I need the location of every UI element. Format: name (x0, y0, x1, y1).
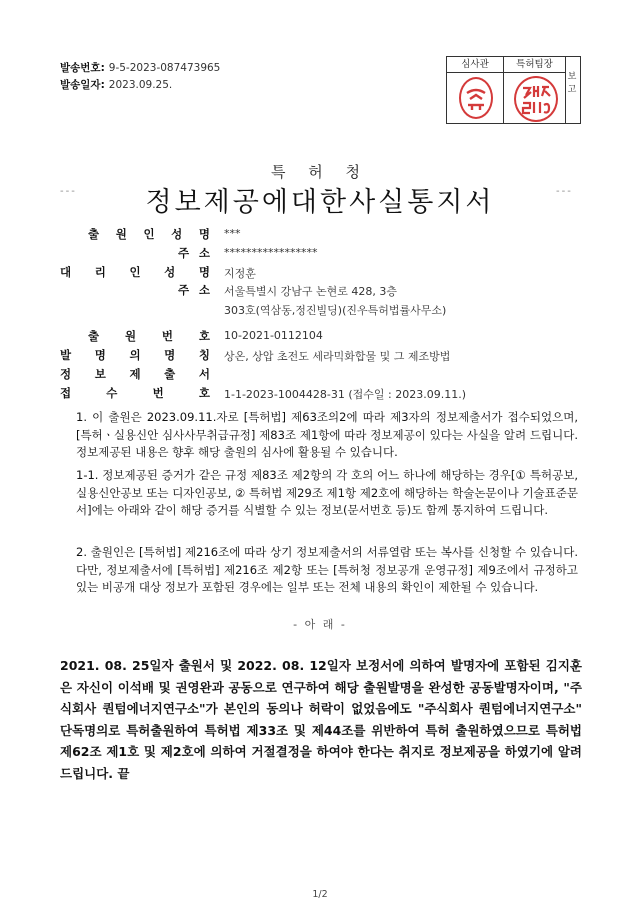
team-lead-column (504, 57, 565, 123)
field-label-char: 칭 (198, 348, 210, 362)
paragraph-1: 1. 이 출원은 2023.09.11.자로 [특허법] 제63조의2에 따라 제3자의 정보제출서가 접수되었으며, [특허ㆍ실용신안 심사사무취급규정] 제83조 제1항에 따라 정보제공이 있다는 사실을 알려 드립니다. 정보제공된 내용은 향후 해당 출원의 심사에 활용될 수 있습니다. (76, 410, 578, 459)
send-date-line (60, 77, 172, 92)
send-date-value: 2023.09.25. (108, 79, 173, 91)
field-value: 지정훈 (224, 267, 256, 280)
send-number-label: 발송번호: (60, 62, 105, 74)
field-label-char: 번 (152, 386, 164, 400)
field-label-char: 소 (198, 283, 210, 297)
field-label-char: 인 (143, 227, 155, 241)
paragraph-2: 2. 출원인은 [특허법] 제216조에 따라 상기 정보제출서의 서류열람 또는 복사를 신청할 수 있습니다. 다만, 정보제출서에 [특허법] 제216조 제2항 또는 [특허청 정보공개 운영규정] 제9조에서 규정하고 있는 비공개 대상 정보가 포함된 경우에는 일부 또는 전체 내용의 확인이 제한될 수 있습니다. (76, 545, 578, 594)
field-label-char: 주 (178, 246, 190, 260)
field-label-char: 출 (164, 367, 176, 381)
field-label-char: 성 (164, 265, 176, 279)
field-label-char: 인 (129, 265, 141, 279)
examiner-seal-mark (461, 79, 491, 117)
field-label-char: 접 (60, 386, 72, 400)
field-value: 10-2021-0112104 (224, 329, 323, 342)
field-label-char: 성 (171, 227, 183, 241)
field-label-char: 원 (124, 329, 137, 343)
field-label-char: 소 (198, 246, 210, 260)
examiner-label: 심사관 (447, 57, 503, 73)
field-value: 1-1-2023-1004428-31 (접수일 : 2023.09.11.) (224, 388, 466, 401)
field-value: *** (224, 227, 241, 240)
field-label-char: 주 (178, 283, 190, 297)
field-label-char: 제 (129, 367, 141, 381)
field-label (88, 328, 210, 344)
field-value: 303호(역삼동,정진빌딩)(진우특허법률사무소) (224, 304, 447, 317)
field-label (60, 264, 210, 280)
field-value: 서울특별시 강남구 논현로 428, 3층 (224, 285, 397, 298)
field-label-char: 호 (198, 329, 210, 343)
send-number-line (60, 60, 220, 75)
page-number: 1/2 (312, 889, 328, 900)
field-label-char: 대 (60, 265, 72, 279)
paragraph-1-1: 1-1. 정보제공된 증거가 같은 규정 제83조 제2항의 각 호의 어느 하나에 해당하는 경우[① 특허공보, 실용신안공보 또는 디자인공보, ② 특허법 제29조 제1항 제2호에 해당하는 학술논문이나 기술표준문서]에는 아래와 같이 해당 증거를 식별할 수 있는 정보(문서번호 등)도 함께 통지하여 드립니다. (76, 468, 578, 517)
field-label-char: 수 (106, 386, 118, 400)
field-label-char: 출 (88, 227, 100, 241)
right-dashes: --- (556, 186, 573, 197)
field-label (60, 385, 210, 401)
field-label-char: 호 (198, 386, 210, 400)
report-label-box (564, 56, 581, 124)
left-dashes: --- (60, 186, 77, 197)
field-label-char: 출 (88, 329, 100, 343)
team-lead-seal-mark (516, 78, 556, 120)
field-label-char: 발 (60, 348, 72, 362)
field-label-char: 리 (94, 265, 106, 279)
field-label-char: 명 (94, 348, 106, 362)
report-label: 보고 (567, 72, 577, 95)
send-number-value: 9-5-2023-087473965 (108, 62, 221, 74)
field-label-char: 번 (161, 329, 174, 343)
team-lead-label: 특허팀장 (504, 57, 565, 73)
document-title: 정보제공에대한사실통지서 (145, 187, 495, 218)
field-label-char: 명 (198, 265, 210, 279)
field-value: ***************** (224, 246, 318, 259)
field-label-char: 정 (60, 367, 72, 381)
field-label (178, 245, 210, 261)
approval-stamp-box (446, 56, 566, 124)
provided-information-body: 2021. 08. 25일자 출원서 및 2022. 08. 12일자 보정서에 의하여 발명자에 포함된 김지훈은 자신이 이석배 및 권영완과 공동으로 연구하여 해당 출원발명을 완성한 공동발명자이며, "주식회사 퀀텀에너지연구소"가 본인의 동의나 허락이 없었음에도 "주식회사 퀀텀에너지연구소" 단독명의로 특허출원하여 특허법 제33조 및 제44조를 위반하여 특허 출원하였으므로 특허법 제62조 제1호 및 제2호에 의하여 거절결정을 하여야 한다는 취지로 정보제공을 하였기에 알려드립니다. 끝 (60, 658, 582, 781)
agency-name: 특 허 청 (270, 163, 369, 181)
field-label-char: 명 (164, 348, 176, 362)
field-label (60, 366, 210, 382)
field-label (60, 347, 210, 363)
examiner-column (447, 57, 504, 123)
field-label-char: 보 (94, 367, 106, 381)
examiner-seal (459, 77, 493, 119)
field-label-char: 원 (115, 227, 127, 241)
field-label-char: 서 (198, 367, 210, 381)
field-label (88, 226, 210, 242)
section-divider-note: - 아 래 - (293, 618, 347, 631)
field-value: 상온, 상압 초전도 세라믹화합물 및 그 제조방법 (224, 350, 451, 363)
send-date-label: 발송일자: (60, 79, 105, 91)
field-label-char: 명 (198, 227, 210, 241)
field-label-char: 의 (129, 348, 141, 362)
field-label (178, 282, 210, 298)
team-lead-seal (514, 76, 558, 122)
